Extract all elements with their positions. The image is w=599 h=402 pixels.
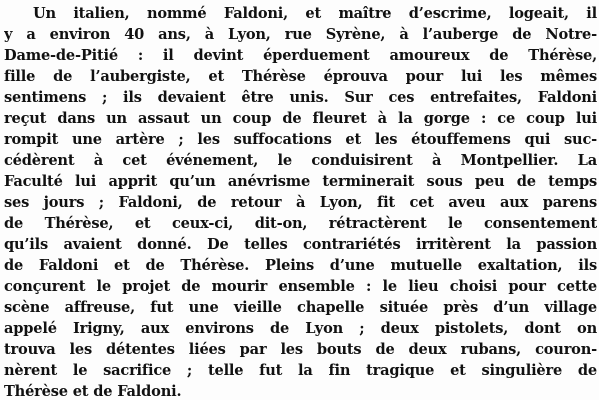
paragraph <box>4 3 597 402</box>
text-line: conçurent le projet de mourir ensemble : le lieu choisi pour cette <box>4 278 597 295</box>
text-line: scène affreuse, fut une vieille chapelle située près d’un village <box>4 299 597 316</box>
text-line: cédèrent à cet événement, le conduisirent à Montpellier. La <box>4 152 597 169</box>
text-line: nèrent le sacrifice ; telle fut la fin tragique et singulière de <box>4 362 597 379</box>
text-line: fille de l’aubergiste, et Thérèse éprouva pour lui les mêmes <box>4 68 597 85</box>
text-line: rompit une artère ; les suffocations et les étouffemens qui suc- <box>4 131 597 148</box>
text-line: ses jours ; Faldoni, de retour à Lyon, fit cet aveu aux parens <box>4 194 597 211</box>
text-line: Un italien, nommé Faldoni, et maître d’escrime, logeait, il <box>33 5 597 22</box>
text-line: Faculté lui apprit qu’un anévrisme terminerait sous peu de temps <box>4 173 597 190</box>
text-line: y a environ 40 ans, à Lyon, rue Syrène, à l’auberge de Notre- <box>4 26 597 43</box>
text-line: trouva les détentes liées par les bouts de deux rubans, couron- <box>4 341 597 358</box>
text-line: reçut dans un assaut un coup de fleuret à la gorge : ce coup lui <box>4 110 597 127</box>
text-line: Dame-de-Pitié : il devint éperduement amoureux de Thérèse, <box>4 47 597 64</box>
text-line: de Faldoni et de Thérèse. Pleins d’une mutuelle exaltation, ils <box>4 257 597 274</box>
text-line: qu’ils avaient donné. De telles contrariétés irritèrent la passion <box>4 236 597 253</box>
text-line-last: Thérèse et de Faldoni. <box>4 383 182 400</box>
text-line: sentimens ; ils devaient être unis. Sur ces entrefaites, Faldoni <box>4 89 597 106</box>
text-line: appelé Irigny, aux environs de Lyon ; deux pistolets, dont on <box>4 320 597 337</box>
text-line: de Thérèse, et ceux-ci, dit-on, rétractèrent le consentement <box>4 215 597 232</box>
